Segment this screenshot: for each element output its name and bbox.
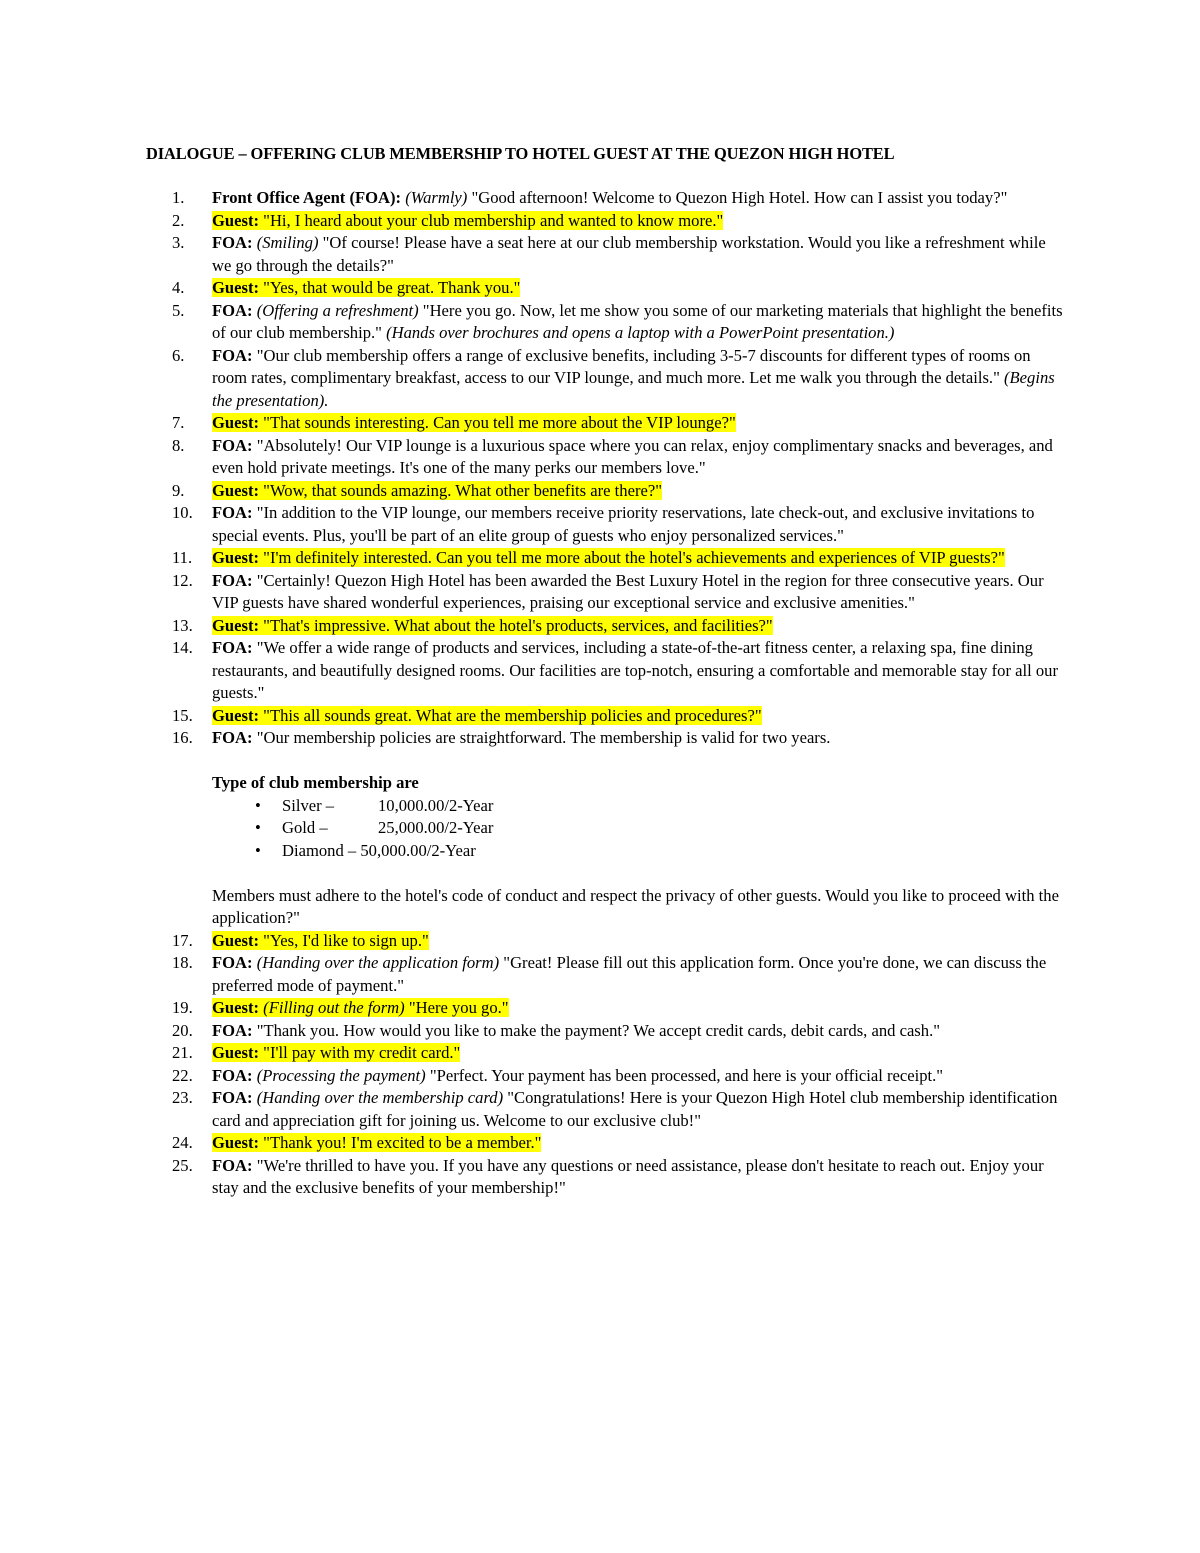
speaker-label: Guest: xyxy=(212,705,260,725)
spoken-text: "Our club membership offers a range of exclusive benefits, including 3-5-7 discounts for different types of rooms on room rates, complimentary breakfast, access to our VIP lounge, and much more. Let me walk you through the details." xyxy=(212,345,1031,387)
line-number: 17. xyxy=(172,930,193,950)
dialogue-line xyxy=(146,277,1066,300)
spoken-text: "Perfect. Your payment has been processed, and here is your official receipt." xyxy=(429,1065,944,1085)
line-number: 4. xyxy=(172,278,185,297)
membership-tier xyxy=(212,840,1066,863)
speaker-label: FOA: xyxy=(212,638,253,657)
line-body xyxy=(212,953,1046,995)
dialogue-line xyxy=(146,1132,1066,1155)
tier-name: Silver – xyxy=(282,795,335,815)
spoken-text: "Great! Please fill out this application form. Once you're done, we can discuss the preferred mode of payment." xyxy=(212,953,1047,995)
spoken-text: "Wow, that sounds amazing. What other benefits are there?" xyxy=(263,480,662,500)
speaker-label: FOA: xyxy=(212,1065,253,1085)
membership-types-heading: Type of club membership are xyxy=(212,773,419,792)
stage-direction: (Offering a refreshment) xyxy=(256,300,419,320)
line-body xyxy=(212,436,1053,478)
line-body xyxy=(212,233,1046,275)
line-body xyxy=(212,481,662,500)
spoken-text: "Here you go." xyxy=(408,998,509,1017)
dialogue-line xyxy=(146,727,1066,930)
spoken-text: "We're thrilled to have you. If you have any questions or need assistance, please don't hesitate to reach out. Enjoy your stay and the exclusive benefits of your membership!" xyxy=(212,1155,1044,1197)
membership-types-section xyxy=(212,772,1066,862)
line-body xyxy=(212,931,429,950)
dialogue-line xyxy=(146,435,1066,480)
tier-price: 50,000.00/2-Year xyxy=(360,840,476,860)
line-body xyxy=(212,346,1055,410)
spoken-text: "I'm definitely interested. Can you tell me more about the hotel's achievements and experiences of VIP guests?" xyxy=(263,548,1005,567)
speaker-label: Guest: xyxy=(212,930,260,950)
line-body xyxy=(212,211,723,230)
spoken-text: "Our membership policies are straightforward. The membership is valid for two years. xyxy=(256,728,831,747)
line-body xyxy=(212,706,762,725)
dialogue-line xyxy=(146,210,1066,233)
spoken-text: "Of course! Please have a seat here at our club membership workstation. Would you like a refreshment while we go through the details?" xyxy=(212,233,1046,275)
dialogue-line xyxy=(146,615,1066,638)
speaker-label: FOA: xyxy=(212,503,253,522)
speaker-label: Guest: xyxy=(212,998,260,1017)
line-body xyxy=(212,188,1007,207)
line-body xyxy=(212,1043,460,1062)
dialogue-line xyxy=(146,480,1066,503)
dialogue-line xyxy=(146,502,1066,547)
line-number: 9. xyxy=(172,480,185,500)
membership-tier xyxy=(212,795,1066,818)
dialogue-line xyxy=(146,300,1066,345)
line-body xyxy=(212,278,520,297)
spoken-text: "That sounds interesting. Can you tell me more about the VIP lounge?" xyxy=(263,413,736,432)
bullet-icon: • xyxy=(255,795,261,815)
speaker-label: FOA: xyxy=(212,570,253,590)
speaker-label: FOA: xyxy=(212,345,253,365)
dialogue-line xyxy=(146,187,1066,210)
bullet-icon: • xyxy=(255,818,261,837)
line-number: 24. xyxy=(172,1133,193,1152)
spoken-text: "Congratulations! Here is your Quezon High Hotel club membership identification card and appreciation gift for joining us. Welcome to our exclusive club!" xyxy=(212,1088,1058,1130)
dialogue-line xyxy=(146,412,1066,435)
line-number: 18. xyxy=(172,953,193,972)
speaker-label: Guest: xyxy=(212,210,260,230)
document-title: DIALOGUE – OFFERING CLUB MEMBERSHIP TO HOTEL GUEST AT THE QUEZON HIGH HOTEL xyxy=(146,144,895,163)
line-number: 3. xyxy=(172,233,185,252)
stage-direction: (Warmly) xyxy=(405,188,468,207)
stage-direction: (Hands over brochures and opens a laptop with a PowerPoint presentation.) xyxy=(386,323,895,342)
line-number: 19. xyxy=(172,998,193,1017)
spoken-text: "Good afternoon! Welcome to Quezon High Hotel. How can I assist you today?" xyxy=(471,188,1008,207)
speaker-label: Guest: xyxy=(212,278,260,297)
dialogue-line xyxy=(146,997,1066,1020)
dialogue-line xyxy=(146,345,1066,413)
dialogue-line xyxy=(146,1155,1066,1200)
line-body xyxy=(212,1156,1044,1198)
speaker-label: FOA: xyxy=(212,728,253,747)
line-number: 10. xyxy=(172,503,193,522)
line-number: 22. xyxy=(172,1065,193,1085)
stage-direction: (Processing the payment) xyxy=(256,1065,426,1085)
line-body xyxy=(212,548,1005,567)
dialogue-line xyxy=(146,232,1066,277)
line-body xyxy=(212,301,1063,343)
membership-types-list xyxy=(212,795,1066,863)
line-body xyxy=(212,728,830,747)
line-body xyxy=(212,1088,1057,1130)
line-body xyxy=(212,638,1058,702)
line-number: 21. xyxy=(172,1043,193,1062)
stage-direction: (Handing over the application form) xyxy=(256,953,500,972)
speaker-label: FOA: xyxy=(212,435,253,455)
spoken-text: "Here you go. Now, let me show you some of our marketing materials that highlight the benefits of our club membership." xyxy=(212,300,1063,342)
dialogue-line xyxy=(146,547,1066,570)
spoken-text: "Yes, that would be great. Thank you." xyxy=(263,278,521,297)
dialogue-line xyxy=(146,637,1066,705)
speaker-label: FOA: xyxy=(212,233,253,252)
line-number: 25. xyxy=(172,1155,193,1175)
speaker-label: Guest: xyxy=(212,1133,260,1152)
dialogue-line xyxy=(146,1065,1066,1088)
speaker-label: Guest: xyxy=(212,480,260,500)
line-number: 13. xyxy=(172,615,193,635)
tier-name: Gold – xyxy=(282,818,328,837)
dialogue-line xyxy=(146,1020,1066,1043)
line-number: 12. xyxy=(172,570,193,590)
line-body xyxy=(212,1133,541,1152)
speaker-label: Guest: xyxy=(212,1043,260,1062)
spoken-text: "Certainly! Quezon High Hotel has been awarded the Best Luxury Hotel in the region for three consecutive years. Our VIP guests have shared wonderful experiences, praising our exceptional service and exclusive amenities." xyxy=(212,570,1044,612)
speaker-label: FOA: xyxy=(212,1088,253,1107)
bullet-icon: • xyxy=(255,840,261,860)
line-body xyxy=(212,998,509,1017)
line-number: 11. xyxy=(172,548,193,567)
dialogue-line xyxy=(146,570,1066,615)
speaker-label: Guest: xyxy=(212,615,260,635)
membership-tier xyxy=(212,817,1066,840)
spoken-text: "Thank you! I'm excited to be a member." xyxy=(263,1133,542,1152)
spoken-text: "I'll pay with my credit card." xyxy=(263,1043,461,1062)
speaker-label: FOA: xyxy=(212,953,253,972)
speaker-label: FOA: xyxy=(212,1020,253,1040)
line-number: 6. xyxy=(172,345,185,365)
line-body xyxy=(212,413,736,432)
speaker-label: Guest: xyxy=(212,413,260,432)
stage-direction: (Smiling) xyxy=(256,233,319,252)
tier-name: Diamond – xyxy=(282,840,357,860)
stage-direction: (Filling out the form) xyxy=(263,998,405,1017)
spoken-text: "Yes, I'd like to sign up." xyxy=(263,930,429,950)
stage-direction: (Begins the presentation). xyxy=(212,368,1055,410)
dialogue-line xyxy=(146,1042,1066,1065)
line-number: 16. xyxy=(172,728,193,747)
spoken-text: "We offer a wide range of products and services, including a state-of-the-art fitness center, a relaxing spa, fine dining restaurants, and beautifully designed rooms. Our facilities are top-notch, ensuring a comfortable and memorable stay for all our guests." xyxy=(212,638,1059,702)
dialogue-list xyxy=(146,187,1066,1200)
tier-price: 10,000.00/2-Year xyxy=(378,795,494,815)
line-number: 20. xyxy=(172,1020,193,1040)
line-number: 1. xyxy=(172,188,185,207)
speaker-label: Guest: xyxy=(212,548,260,567)
spoken-text: "Thank you. How would you like to make the payment? We accept credit cards, debit cards, and cash." xyxy=(256,1020,940,1040)
line-number: 14. xyxy=(172,638,193,657)
line-body xyxy=(212,616,773,635)
tier-price: 25,000.00/2-Year xyxy=(378,818,494,837)
speaker-label: Front Office Agent (FOA): xyxy=(212,188,402,207)
speaker-label: FOA: xyxy=(212,300,253,320)
line-body xyxy=(212,1066,943,1085)
line-number: 8. xyxy=(172,435,185,455)
line-body xyxy=(212,503,1034,545)
line-number: 23. xyxy=(172,1088,193,1107)
line-number: 15. xyxy=(172,705,193,725)
speaker-label: FOA: xyxy=(212,1155,253,1175)
line-body xyxy=(212,571,1044,613)
spoken-text: "In addition to the VIP lounge, our members receive priority reservations, late check-out, and exclusive invitations to special events. Plus, you'll be part of an elite group of guests who enjoy personalized services." xyxy=(212,503,1035,545)
dialogue-line xyxy=(146,930,1066,953)
spoken-text: "This all sounds great. What are the membership policies and procedures?" xyxy=(263,705,762,725)
line-number: 5. xyxy=(172,300,185,320)
line-body xyxy=(212,1021,940,1040)
line-number: 2. xyxy=(172,210,185,230)
spoken-text: "Hi, I heard about your club membership and wanted to know more." xyxy=(263,210,724,230)
stage-direction: (Handing over the membership card) xyxy=(256,1088,504,1107)
dialogue-line xyxy=(146,952,1066,997)
policy-text: Members must adhere to the hotel's code of conduct and respect the privacy of other guests. Would you like to proceed with the application?" xyxy=(212,885,1059,927)
spoken-text: "That's impressive. What about the hotel's products, services, and facilities?" xyxy=(263,615,773,635)
dialogue-line xyxy=(146,705,1066,728)
dialogue-line xyxy=(146,1087,1066,1132)
spoken-text: "Absolutely! Our VIP lounge is a luxurious space where you can relax, enjoy complimentary snacks and beverages, and even hold private meetings. It's one of the many perks our members love." xyxy=(212,435,1053,477)
line-number: 7. xyxy=(172,413,185,432)
